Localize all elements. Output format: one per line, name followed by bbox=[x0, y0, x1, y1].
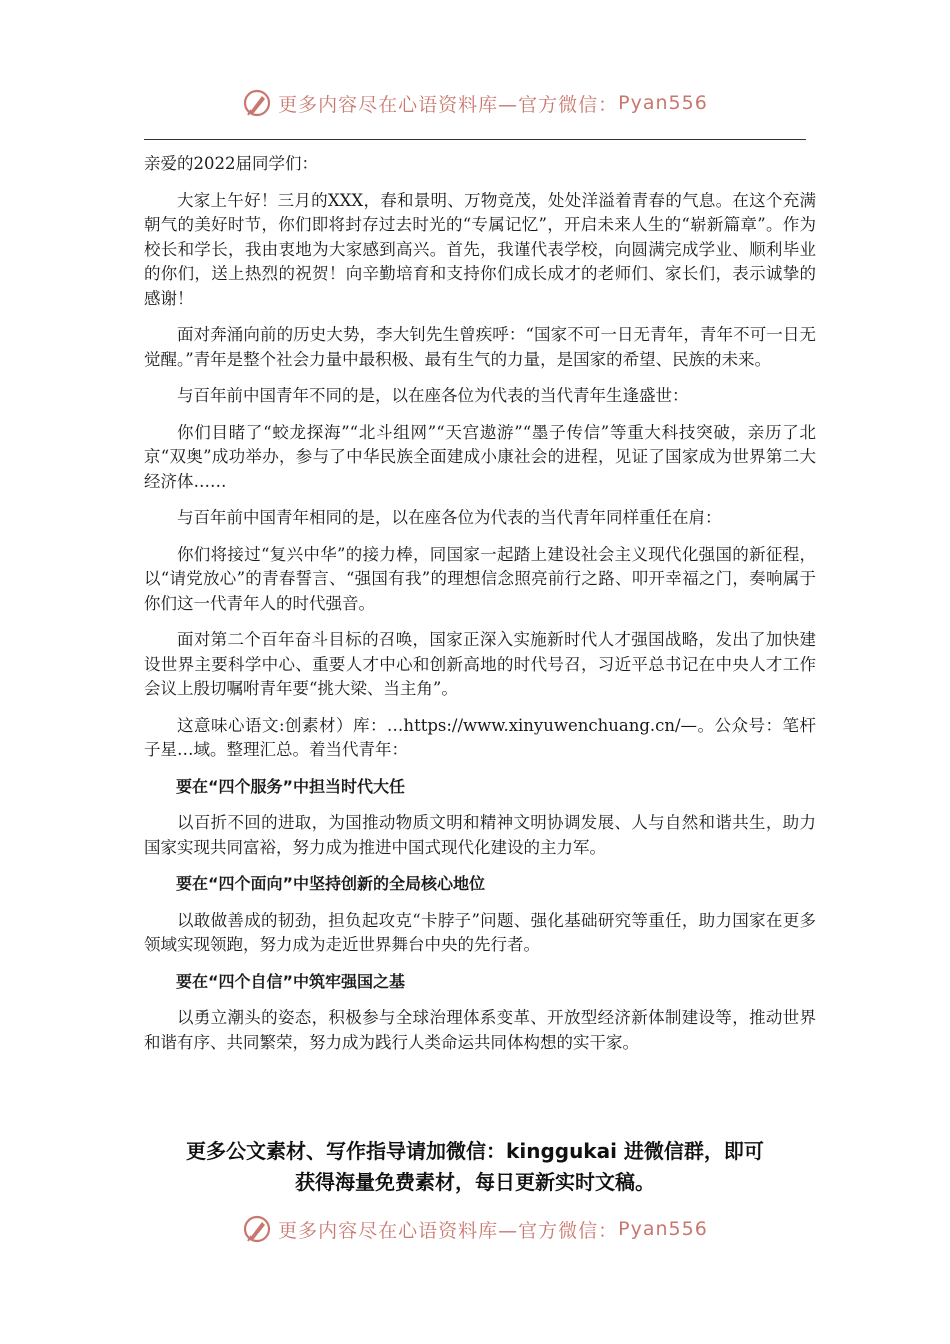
section-body: 以勇立潮头的姿态，积极参与全球治理体系变革、开放型经济新体制建设等，推动世界和谐有序、共同繁荣，努力成为践行人类命运共同体构想的实干家。 bbox=[144, 1008, 816, 1052]
paragraph: 大家上午好！三月的XXX，春和景明、万物竞茂，处处洋溢着青春的气息。在这个充满朝气的美好时节，你们即将封存过去时光的“专属记忆”，开启未来人生的“崭新篇章”。作为校长和学长，我由衷地为大家感到高兴。首先，我谨代表学校，向圆满完成学业、顺利毕业的你们，送上热烈的祝贺！向辛勤培育和支持你们成长成才的老师们、家长们，表示诚挚的感谢！ bbox=[144, 190, 816, 308]
salutation: 亲爱的2022届同学们： bbox=[144, 154, 318, 173]
quill-logo-icon bbox=[242, 1214, 272, 1244]
promo-line-2: 获得海量免费素材，每日更新实时文稿。 bbox=[295, 1170, 655, 1194]
section-heading: 要在“四个自信”中筑牢强国之基 bbox=[176, 971, 406, 991]
paragraph: 与百年前中国青年不同的是，以在座各位为代表的当代青年生逢盛世： bbox=[177, 386, 689, 405]
paragraph: 面对第二个百年奋斗目标的召唤，国家正深入实施新时代人才强国战略，发出了加快建设世界主要科学中心、重要人才中心和创新高地的时代号召，习近平总书记在中央人才工作会议上殷切嘱咐青年要“挑大梁、当主角”。 bbox=[144, 630, 816, 698]
footer-banner bbox=[0, 1212, 950, 1246]
paragraph: 面对奔涌向前的历史大势，李大钊先生曾疾呼：“国家不可一日无青年，青年不可一日无觉醒。”青年是整个社会力量中最积极、最有生气的力量，是国家的希望、民族的未来。 bbox=[144, 325, 816, 369]
banner-text: 更多内容尽在心语资料库—官方微信： bbox=[278, 1219, 619, 1242]
header-rule bbox=[144, 139, 806, 140]
paragraph: 你们目睹了“蛟龙探海”“北斗组网”“天宫遨游”“墨子传信”等重大科技突破，亲历了北京“双奥”成功举办，参与了中华民族全面建成小康社会的进程，见证了国家成为世界第二大经济体…… bbox=[144, 422, 816, 491]
paragraph-watermark-text: 这意味心语文:创素材）库：…https://www.xinyuwenchuang.cn/—。公众号：笔杆子星…域。整理汇总。着当代青年： bbox=[144, 715, 816, 759]
section-body: 以百折不回的进取，为国推动物质文明和精神文明协调发展、人与自然和谐共生，助力国家实现共同富裕，努力成为推进中国式现代化建设的主力军。 bbox=[144, 813, 816, 857]
paragraph: 你们将接过“复兴中华”的接力棒，同国家一起踏上建设社会主义现代化强国的新征程，以“请党放心”的青春誓言、“强国有我”的理想信念照亮前行之路、叩开幸福之门，奏响属于你们这一代青年人的时代强音。 bbox=[144, 544, 816, 613]
banner-text: 更多内容尽在心语资料库—官方微信： bbox=[278, 93, 619, 116]
paragraph: 与百年前中国青年相同的是，以在座各位为代表的当代青年同样重任在肩： bbox=[177, 508, 722, 527]
section-heading: 要在“四个面向”中坚持创新的全局核心地位 bbox=[176, 874, 486, 893]
banner-wechat-id: Pyan556 bbox=[618, 1218, 708, 1240]
letter-body bbox=[144, 152, 816, 1067]
header-banner bbox=[0, 86, 950, 120]
banner-wechat-id: Pyan556 bbox=[618, 92, 708, 114]
promo-line-1: 更多公文素材、写作指导请加微信：kinggukai 进微信群，即可 bbox=[186, 1139, 764, 1163]
section-heading: 要在“四个服务”中担当时代大任 bbox=[176, 776, 406, 796]
promo-notice bbox=[130, 1136, 820, 1198]
quill-logo-icon bbox=[242, 88, 272, 118]
section-body: 以敢做善成的韧劲，担负起攻克“卡脖子”问题、强化基础研究等重任，助力国家在更多领域实现领跑，努力成为走近世界舞台中央的先行者。 bbox=[144, 910, 816, 954]
